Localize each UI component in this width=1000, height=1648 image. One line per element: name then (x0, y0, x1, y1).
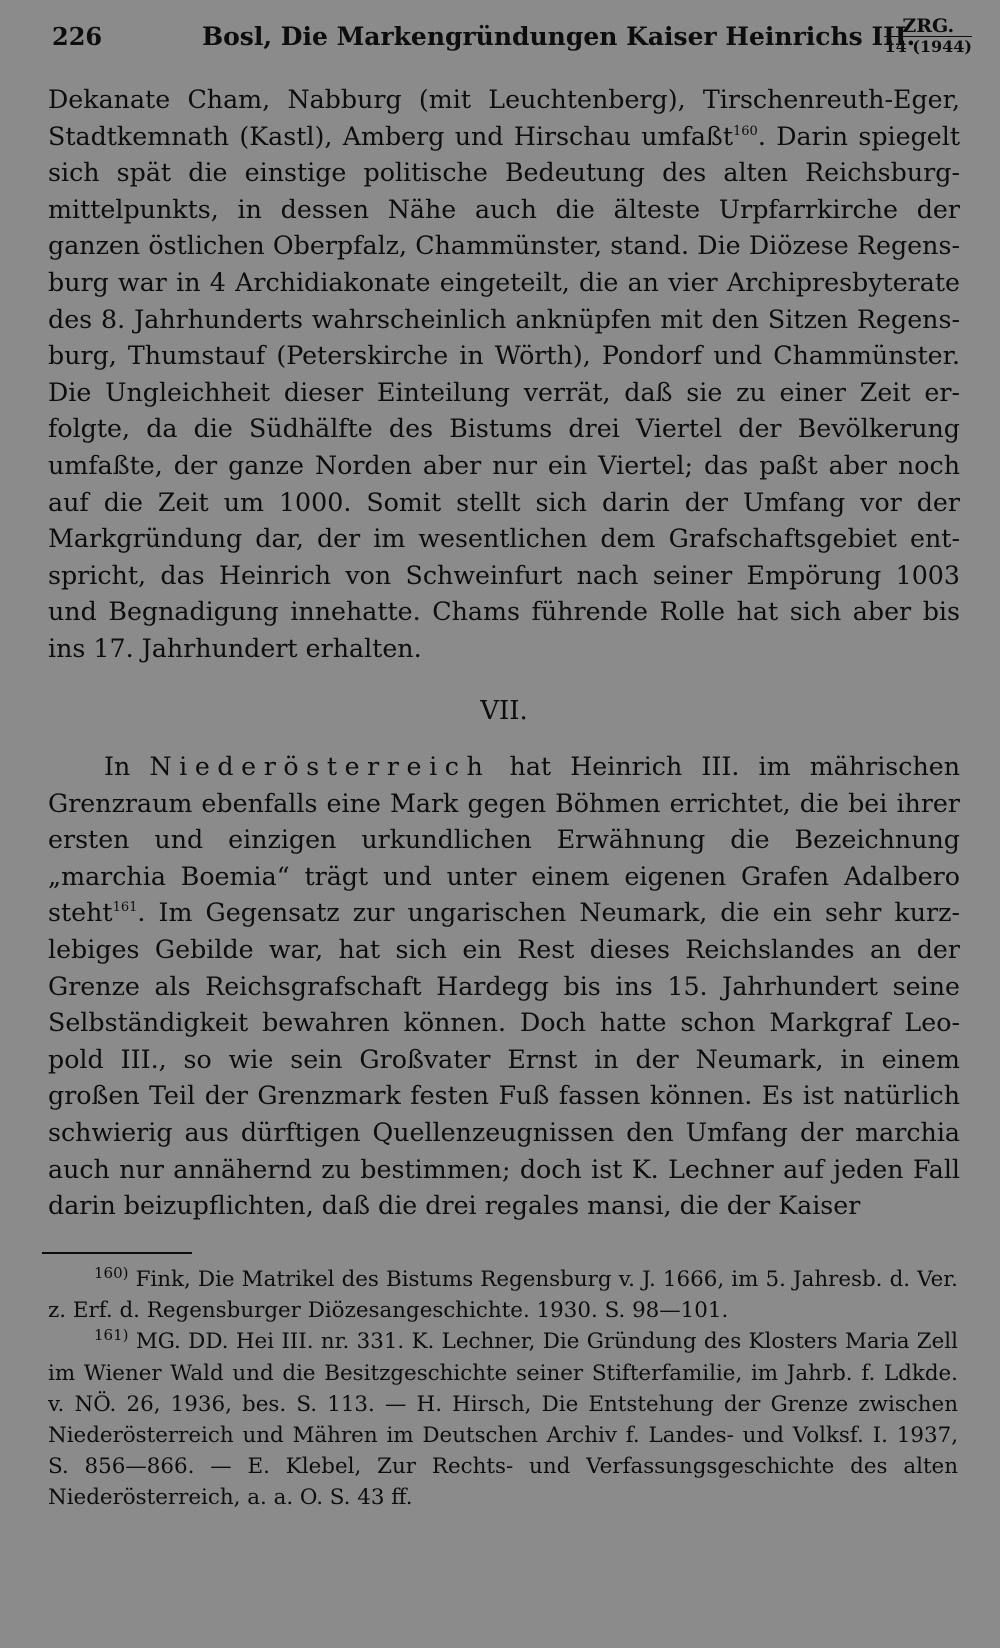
main-text (48, 82, 960, 1225)
page-number: 226 (52, 22, 103, 51)
journal-volume: 14 (1944) (884, 37, 972, 56)
paragraph-text: Dekanate Cham, Nabburg (mit Leuchtenberg), Tirschenreuth-Eger, Stadtkemnath (Kastl), Amberg und Hirschau umfaßt (48, 85, 960, 151)
paragraph-text: . Im Gegensatz zur ungarischen Neumark, die ein sehr kurzlebiges Gebilde war, hat sich ein Rest dieses Reichslandes an der Grenze als Reichsgrafschaft Hardegg bis ins 15. Jahrhundert seine Selbständigkeit bewahren können. Doch hatte schon Markgraf Leopold III., so wie sein Großvater Ernst in der Neumark, in einem großen Teil der Grenzmark festen Fuß fassen können. Es ist natürlich schwierig aus dürftigen Quellenzeugnissen den Umfang der marchia auch nur annähernd zu bestimmen; doch ist K. Lechner auf jeden Fall darin beizupflichten, daß die drei regales mansi, die der Kaiser (48, 898, 960, 1221)
page-header (52, 15, 972, 62)
paragraph-text: . Darin spiegelt sich spät die einstige politische Bedeutung des alten Reichsburgmittelpunkts, in dessen Nähe auch die älteste Urpfarrkirche der ganzen östlichen Oberpfalz, Chammünster, stand. Die Diözese Regensburg war in 4 Archidiakonate eingeteilt, die an vier Archipresbyterate des 8. Jahrhunderts wahrscheinlich anknüpfen mit den Sitzen Regensburg, Thumstauf (Peterskirche in Wörth), Pondorf und Chammünster. Die Ungleichheit dieser Einteilung verrät, daß sie zu einer Zeit erfolgte, da die Südhälfte des Bistums drei Viertel der Bevölkerung umfaßte, der ganze Norden aber nur ein Viertel; das paßt aber noch auf die Zeit um 1000. Somit stellt sich darin der Umfang vor der Markgründung dar, der im wesentlichen dem Grafschaftsgebiet entspricht, das Heinrich von Schweinfurt nach seiner Empörung 1003 und Begnadigung innehatte. Chams führende Rolle hat sich aber bis ins 17. Jahrhundert erhalten. (48, 121, 961, 663)
paragraph-text: hat Heinrich III. im mährischen Grenzraum ebenfalls eine Mark gegen Böhmen errichtet, die bei ihrer ersten und einzigen urkundlichen Erwähnung die Bezeichnung „marchia Boemia“ trägt und unter einem eigenen Grafen Adalbero steht (48, 752, 961, 928)
footnotes (48, 1264, 958, 1514)
paragraph (48, 749, 960, 1225)
section-heading: VII. (480, 695, 528, 726)
paragraph-continuation (48, 82, 960, 668)
footnote-text: Fink, Die Matrikel des Bistums Regensburg v. J. 1666, im 5. Jahresb. d. Ver. z. Erf. d. Regensburger Diözesangeschichte. 1930. S. 98—101. (48, 1267, 958, 1324)
running-title: Bosl, Die Markengründungen Kaiser Heinrichs III. (202, 22, 916, 51)
emphasized-term: Niederösterreich (149, 752, 491, 782)
footnote-reference-161[interactable]: 161 (112, 900, 138, 916)
journal-reference (884, 16, 972, 57)
footnote-reference-160[interactable]: 160 (733, 123, 758, 139)
footnote-mark: 160) (94, 1264, 129, 1282)
footnote-mark: 161) (94, 1326, 129, 1345)
footnote-divider (42, 1252, 192, 1254)
footnote-text: MG. DD. Hei III. nr. 331. K. Lechner, Die Gründung des Klosters Maria Zell im Wiener Wald und die Besitzgeschichte seiner Stifterfamilie, im Jahrb. f. Ldkde. v. NÖ. 26, 1936, bes. S. 113. — H. Hirsch, Die Entstehung der Grenze zwischen Niederösterreich und Mähren im Deutschen Archiv f. Landes- und Volksf. I. 1937, S. 856—866. — E. Klebel, Zur Rechts- und Verfassungsgeschichte des alten Niederösterreich, a. a. O. S. 43 ff. (48, 1329, 958, 1511)
footnote-161 (48, 1326, 958, 1513)
paragraph-lead: In (104, 752, 131, 782)
journal-abbreviation: ZRG. (884, 16, 972, 37)
footnote-160 (48, 1264, 958, 1326)
